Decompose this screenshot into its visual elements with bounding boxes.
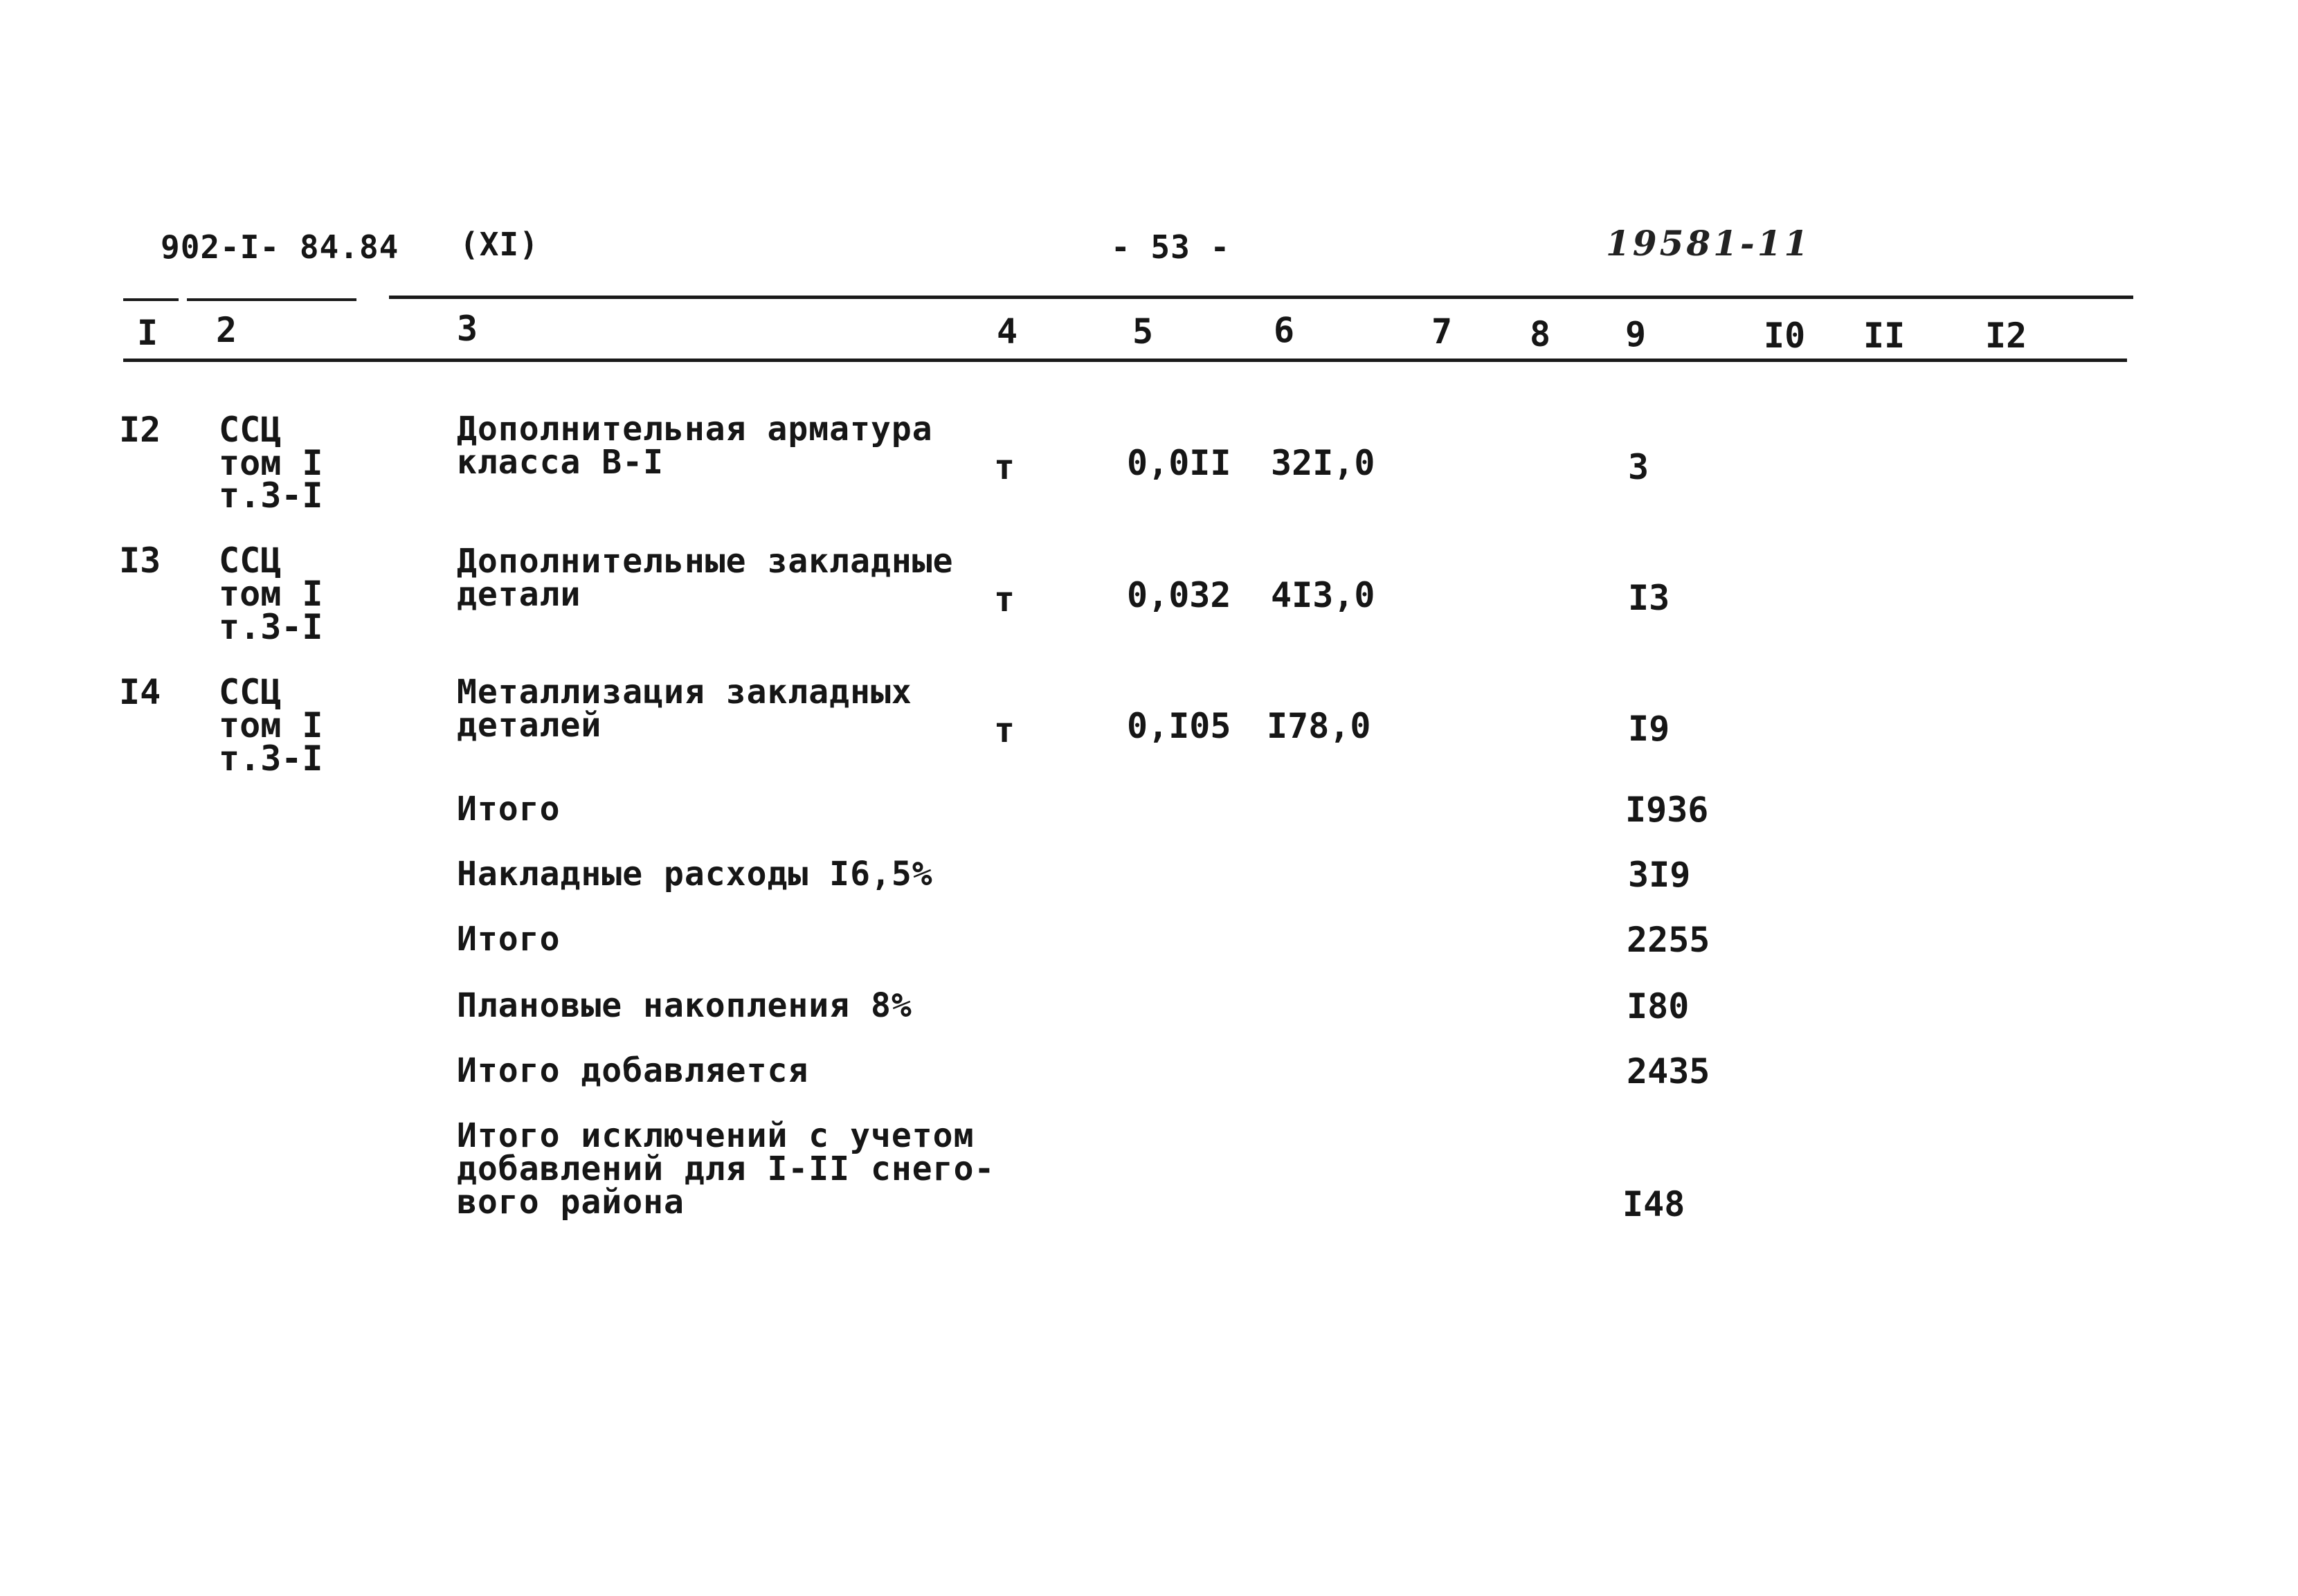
summary-label: Итого [457,920,561,959]
ref-line: том I [219,574,323,614]
summary-label: Итого [457,790,561,828]
description-line: класса В-I [457,443,664,482]
unit-price: 4I3,0 [1271,575,1375,615]
doc-code: 902-I- 84.84 [161,228,399,266]
unit-price: I78,0 [1267,706,1371,746]
section-code: (XI) [460,226,539,263]
col-num-7: 7 [1431,311,1453,352]
summary-value: I80 [1627,986,1690,1026]
unit: т [994,579,1015,619]
total-cost: I3 [1628,578,1670,618]
ref-line: том I [219,443,323,483]
summary-value: 2255 [1627,920,1710,960]
summary-value: I936 [1625,790,1709,830]
summary-value: 2435 [1627,1051,1710,1091]
page-number: - 53 - [1111,228,1231,266]
summary-label: Накладные расходы I6,5% [457,855,933,894]
quantity: 0,I05 [1127,706,1231,746]
col-num-1: I [137,313,159,353]
col-num-2: 2 [216,310,237,350]
ref-line: т.3-I [219,607,323,647]
summary-label: вого района [457,1183,685,1222]
unit: т [994,710,1015,750]
description-line: детали [457,575,581,614]
summary-value: I48 [1622,1184,1685,1224]
col-num-10: I0 [1764,316,1806,356]
row-number: I4 [119,672,161,712]
bottom-rule [123,359,2127,362]
col-num-9: 9 [1625,314,1647,354]
summary-value: 3I9 [1628,855,1691,895]
unit-price: 32I,0 [1271,443,1375,483]
handwritten-number: 19581-11 [1606,223,1811,264]
summary-label: Итого добавляется [457,1051,809,1090]
summary-label: Плановые накопления 8% [457,986,912,1025]
ref-line: ССЦ [219,672,282,712]
col-num-3: 3 [457,309,478,349]
quantity: 0,0II [1127,443,1231,483]
description-line: деталей [457,706,602,745]
row-number: I2 [119,410,161,450]
col-num-11: II [1863,316,1906,356]
col-num-6: 6 [1274,310,1295,350]
total-cost: 3 [1628,447,1649,487]
ref-line: ССЦ [219,541,282,581]
top-rule-seg2 [187,298,356,301]
description-line: Дополнительные закладные [457,542,954,581]
top-rule-seg3 [389,296,2133,299]
col-num-8: 8 [1530,314,1551,354]
summary-label: добавлений для I-II снего- [457,1150,995,1188]
total-cost: I9 [1628,709,1670,749]
row-number: I3 [119,541,161,581]
description-line: Металлизация закладных [457,673,912,711]
unit: т [994,447,1015,487]
ref-line: ССЦ [219,410,282,450]
col-num-12: I2 [1985,316,2027,356]
col-num-5: 5 [1132,311,1154,352]
col-num-4: 4 [997,311,1018,352]
quantity: 0,032 [1127,575,1231,615]
summary-label: Итого исключений с учетом [457,1116,975,1155]
ref-line: т.3-I [219,475,323,516]
ref-line: т.3-I [219,738,323,779]
description-line: Дополнительная арматура [457,410,933,448]
top-rule-seg1 [123,298,179,301]
ref-line: том I [219,705,323,745]
